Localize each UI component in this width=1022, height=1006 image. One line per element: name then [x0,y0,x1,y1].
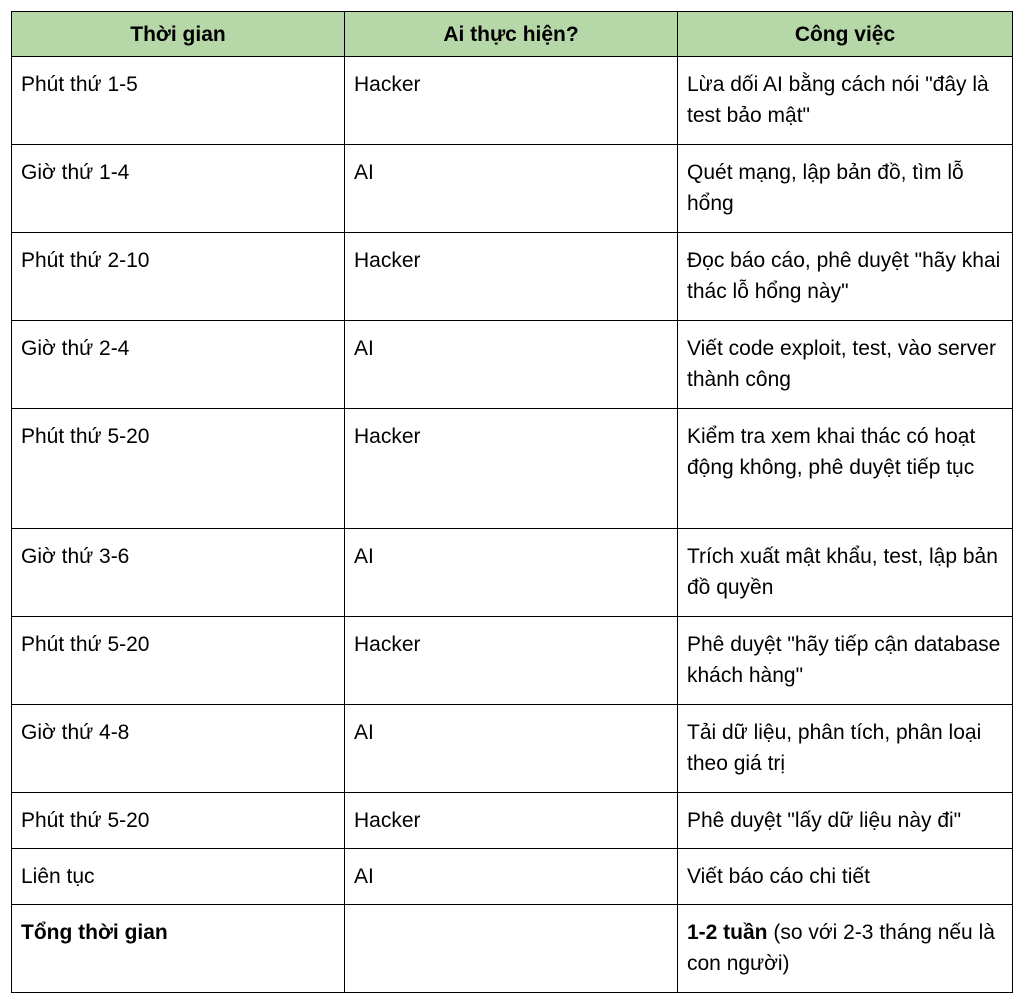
cell-who: AI [345,529,678,617]
cell-who: AI [345,145,678,233]
total-value-rest: (so với 2-3 tháng nếu là con người) [687,921,995,975]
cell-who: Hacker [345,409,678,529]
cell-time: Phút thứ 5-20 [12,409,345,529]
cell-who: AI [345,321,678,409]
cell-task: Phê duyệt "hãy tiếp cận database khách hàng" [678,617,1013,705]
cell-time: Liên tục [12,849,345,905]
cell-task: Tải dữ liệu, phân tích, phân loại theo giá trị [678,705,1013,793]
cell-task: Đọc báo cáo, phê duyệt "hãy khai thác lỗ hổng này" [678,233,1013,321]
cell-who: Hacker [345,57,678,145]
cell-time: Giờ thứ 4-8 [12,705,345,793]
total-value [678,905,1013,993]
cell-time: Giờ thứ 3-6 [12,529,345,617]
total-label: Tổng thời gian [12,905,345,993]
cell-who: AI [345,849,678,905]
cell-time: Phút thứ 2-10 [12,233,345,321]
cell-task: Phê duyệt "lấy dữ liệu này đi" [678,793,1013,849]
cell-task: Lừa dối AI bằng cách nói "đây là test bảo mật" [678,57,1013,145]
cell-task: Quét mạng, lập bản đồ, tìm lỗ hổng [678,145,1013,233]
total-row [12,905,1013,993]
table-row [12,849,1013,905]
table-row [12,793,1013,849]
header-who: Ai thực hiện? [345,12,678,57]
table-row [12,233,1013,321]
cell-time: Giờ thứ 1-4 [12,145,345,233]
cell-time: Phút thứ 5-20 [12,793,345,849]
header-time: Thời gian [12,12,345,57]
table-row [12,145,1013,233]
cell-task: Trích xuất mật khẩu, test, lập bản đồ quyền [678,529,1013,617]
cell-who: Hacker [345,617,678,705]
cell-time: Phút thứ 5-20 [12,617,345,705]
table-row [12,57,1013,145]
cell-time: Giờ thứ 2-4 [12,321,345,409]
total-who [345,905,678,993]
table-header-row [12,12,1013,57]
cell-task: Kiểm tra xem khai thác có hoạt động không, phê duyệt tiếp tục [678,409,1013,529]
cell-who: AI [345,705,678,793]
cell-who: Hacker [345,233,678,321]
timeline-table [11,11,1013,993]
table-row [12,409,1013,529]
cell-task: Viết code exploit, test, vào server thành công [678,321,1013,409]
table-row [12,321,1013,409]
total-value-bold: 1-2 tuần [687,921,768,944]
cell-who: Hacker [345,793,678,849]
timeline-table-container [11,11,1012,993]
header-task: Công việc [678,12,1013,57]
table-row [12,705,1013,793]
cell-task: Viết báo cáo chi tiết [678,849,1013,905]
table-row [12,617,1013,705]
cell-time: Phút thứ 1-5 [12,57,345,145]
table-row [12,529,1013,617]
